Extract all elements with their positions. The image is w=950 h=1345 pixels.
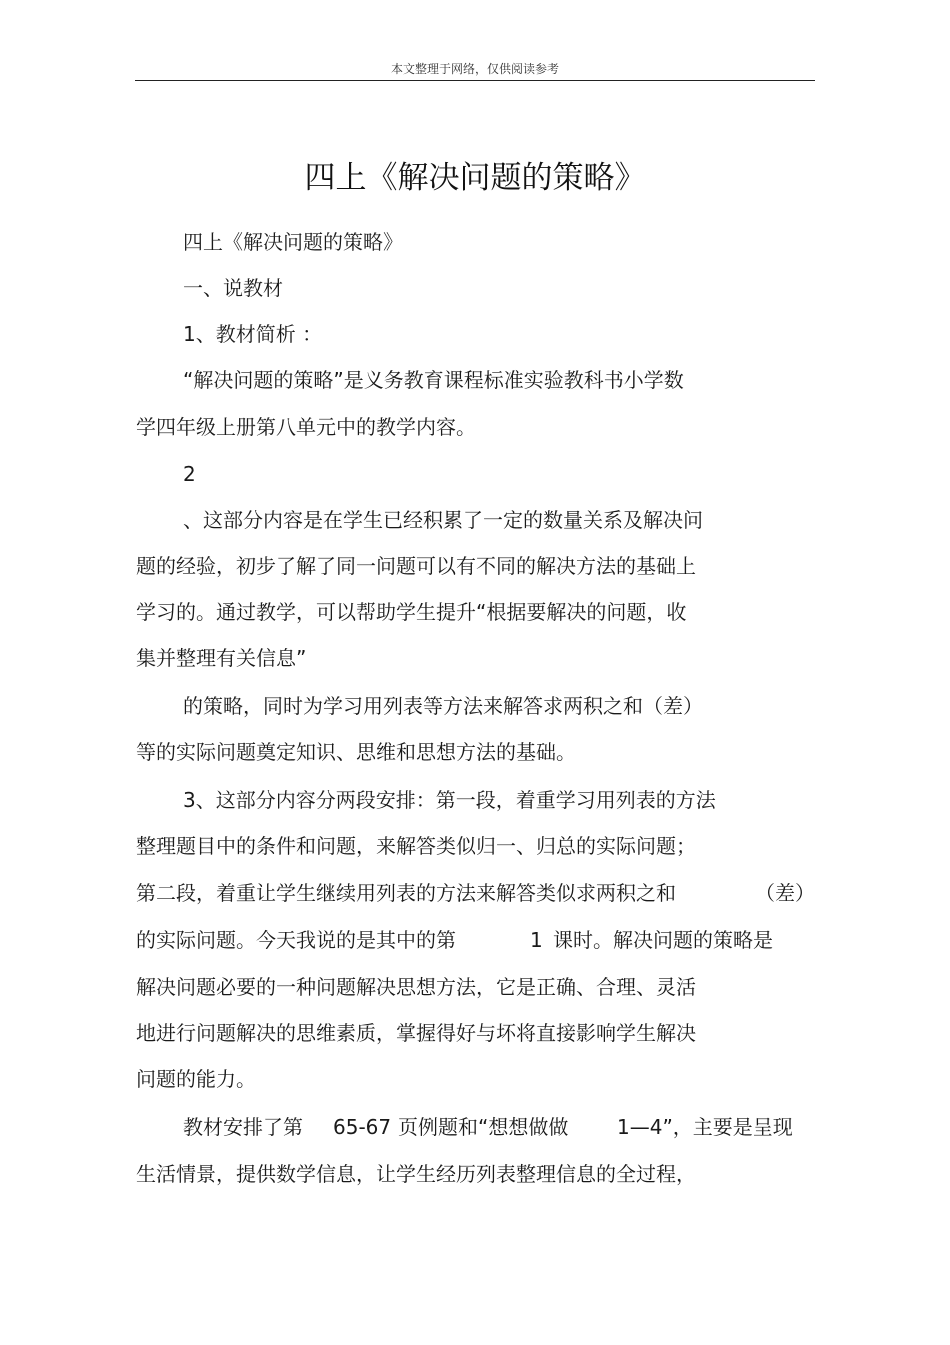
paragraph-line: 地进行问题解决的思维素质，掌握得好与坏将直接影响学生解决: [136, 1021, 696, 1045]
paragraph-line: 生活情景，提供数学信息，让学生经历列表整理信息的全过程，: [136, 1162, 696, 1186]
paragraph-line: 3、这部分内容分两段安排：第一段，着重学习用列表的方法: [183, 788, 716, 812]
paragraph-line: 页例题和“想想做做: [398, 1115, 569, 1139]
paragraph-line: 解决问题必要的一种问题解决思想方法，它是正确、合理、灵活: [136, 975, 696, 999]
paragraph-line: 学习的。通过教学，可以帮助学生提升“根据要解决的问题，收: [136, 600, 687, 624]
paragraph-line: 题的经验，初步了解了同一问题可以有不同的解决方法的基础上: [136, 554, 696, 578]
section-heading: 一、说教材: [183, 276, 283, 300]
paragraph-line: 问题的能力。: [136, 1067, 256, 1091]
subsection-heading: 1、教材简析 ：: [183, 322, 323, 346]
paragraph-line: 第二段，着重让学生继续用列表的方法来解答类似求两积之和: [136, 881, 676, 905]
paragraph-line: 1: [530, 928, 543, 952]
paragraph-line: 集并整理有关信息”: [136, 646, 307, 670]
paragraph-line: 的实际问题。今天我说的是其中的第: [136, 928, 456, 952]
paragraph-line: “解决问题的策略”是义务教育课程标准实验教科书小学数: [183, 368, 684, 392]
paragraph-line: 的策略，同时为学习用列表等方法来解答求两积之和（差）: [183, 694, 703, 718]
document-title: 四上《解决问题的策略》: [304, 160, 646, 196]
paragraph-line: 等的实际问题奠定知识、思维和思想方法的基础。: [136, 740, 576, 764]
header-divider: [135, 80, 815, 81]
paragraph-line: 整理题目中的条件和问题，来解答类似归一、归总的实际问题；: [136, 834, 696, 858]
paragraph-line: 2: [183, 462, 196, 486]
paragraph-line: 教材安排了第: [183, 1115, 303, 1139]
paragraph-line: 1—4”，主要是呈现: [617, 1115, 793, 1139]
paragraph-line: （差）: [755, 881, 815, 905]
paragraph-line: 课时。解决问题的策略是: [553, 928, 773, 952]
paragraph-line: 四上《解决问题的策略》: [183, 230, 403, 254]
paragraph-line: 、这部分内容是在学生已经积累了一定的数量关系及解决问: [183, 508, 703, 532]
page-header-note: 本文整理于网络，仅供阅读参考: [390, 62, 559, 76]
paragraph-line: 学四年级上册第八单元中的教学内容。: [136, 415, 476, 439]
paragraph-line: 65-67: [333, 1115, 392, 1139]
